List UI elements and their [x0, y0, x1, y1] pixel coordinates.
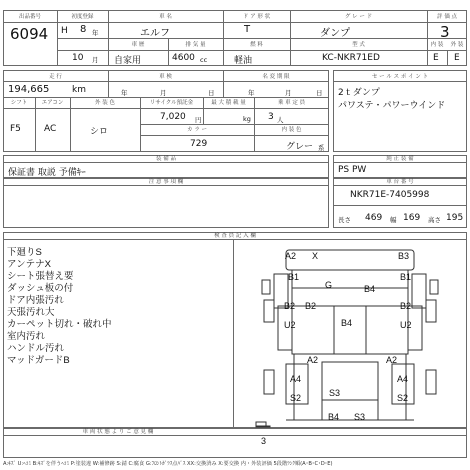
damage-mark: A4: [397, 374, 409, 384]
displacement-label: 排 気 量: [185, 42, 206, 48]
reg-month-unit: 月: [92, 56, 99, 64]
usage-label: 車 歴: [131, 42, 145, 48]
reg-era: H: [61, 26, 68, 36]
inspect-month-unit: 月: [160, 89, 167, 97]
model: KC-NKR71ED: [322, 53, 380, 63]
inspection-note: カーペット切れ・破れ中: [7, 319, 112, 330]
damage-mark: U2: [400, 320, 412, 330]
interior-color-unit: 系: [318, 144, 325, 152]
options-value: PS PW: [338, 165, 367, 175]
damage-mark: S3: [354, 412, 366, 422]
damage-mark: A2: [285, 251, 297, 261]
mileage-unit: km: [72, 85, 86, 95]
sales-points: [333, 70, 467, 152]
width-value: 169: [403, 213, 421, 223]
reg-month-unit: 月: [285, 89, 292, 97]
recycle-unit: 円: [195, 116, 202, 124]
damage-mark: A4: [290, 374, 302, 384]
usage: 自家用: [114, 56, 142, 66]
inspection-note: 室内汚れ: [7, 331, 46, 342]
options-label: 純 正 装 備: [386, 156, 414, 162]
score-label: 評 価 点: [437, 14, 457, 20]
interior-color-label: 内 装 色: [281, 127, 302, 133]
sales-point-1: 2ｔダンプ: [338, 88, 380, 98]
grade: ダンプ: [320, 28, 351, 39]
damage-mark: B2: [305, 301, 317, 311]
grade-label: グ レ ー ド: [344, 14, 373, 20]
damage-mark: U2: [284, 320, 296, 330]
color-code: 729: [190, 139, 208, 149]
mileage: 194,665: [8, 84, 50, 95]
weight-label: 最 大 積 載 量: [211, 100, 246, 106]
legend: A:ｷｽﾞ U:ﾍｺﾐ B:ｷｽﾞを伴うﾍｺﾐ P:塗装違 W:補修跡 S:錆 C:腐食 G:ﾌﾛﾝﾄｶﾞﾗｽ点ﾊﾞｽ XX:交換済み X:要交換 内・外装評価 5段階ﾗﾝｸ順(A･B･C･D･E): [3, 461, 333, 467]
inspect-day-unit: 日: [208, 89, 215, 97]
doors-label: ド ア 形 状: [242, 14, 271, 20]
exterior-score-label: 外 装: [450, 42, 464, 48]
height-label: 高さ: [428, 216, 441, 224]
damage-mark: B4: [328, 412, 340, 422]
fuel: 軽油: [234, 56, 253, 66]
capacity-label: 乗 車 定 員: [277, 100, 306, 106]
inspection-note: ダッシュ板の付: [7, 283, 74, 294]
inspect-year-unit: 年: [121, 89, 128, 97]
fuel-label: 燃 料: [250, 42, 263, 48]
inspection-note: ハンドル汚れ: [7, 343, 65, 354]
interior-score: E: [433, 53, 439, 63]
damage-mark: 3: [261, 436, 267, 446]
inspection-note: 天張汚れ大: [7, 307, 55, 318]
weight-unit: kg: [243, 115, 251, 123]
details-grid: [3, 70, 329, 152]
lot-label: 出品番号: [18, 14, 41, 20]
shift: F5: [10, 124, 21, 134]
damage-mark: G: [325, 280, 333, 290]
score: 3: [440, 23, 450, 41]
reg-no-label: 名 変 期 限: [262, 74, 290, 80]
damage-mark: B4: [341, 318, 353, 328]
color-code-label: カ ラ ー: [187, 127, 207, 133]
inspection-note: ドア内張汚れ: [7, 295, 64, 306]
ac-label: エアコン: [41, 100, 64, 106]
interior-score-label: 内 装: [430, 42, 444, 48]
inspect-label: 車 検: [159, 74, 172, 80]
mileage-label: 走 行: [49, 74, 62, 80]
car-name: エルフ: [140, 28, 170, 39]
sales-points-label: セ ー ル ス ポ イ ン ト: [371, 74, 429, 80]
exterior-score: E: [454, 53, 460, 63]
damage-mark: B2: [284, 301, 296, 311]
interior-color: グレー: [286, 142, 314, 152]
color: シロ: [90, 127, 109, 137]
damage-mark: X: [312, 251, 319, 261]
chassis-number: NKR71E-7405998: [350, 190, 430, 200]
recycle-label: リサイクル預託金: [149, 100, 194, 106]
damage-mark: B1: [400, 272, 412, 282]
car-name-label: 車 名: [159, 14, 172, 20]
capacity: 3: [268, 112, 274, 122]
inspection-note: マッドガードB: [7, 355, 70, 366]
height-value: 195: [446, 213, 464, 223]
equipment-value: 保証書 取説 予備ｷｰ: [8, 168, 86, 178]
displacement-unit: cc: [200, 56, 208, 64]
displacement: 4600: [172, 53, 195, 63]
sales-point-2: パワステ・パワーウインド: [338, 101, 446, 111]
damage-mark: B1: [288, 272, 300, 282]
inspection-note: 下廻りS: [7, 247, 42, 258]
reg-month: 10: [72, 53, 84, 63]
recycle: 7,020: [160, 112, 186, 122]
capacity-unit: 人: [277, 116, 284, 124]
reg-year: 8: [80, 24, 87, 35]
reg-day-unit: 日: [316, 89, 323, 97]
damage-mark: A2: [386, 355, 398, 365]
reg-year-unit: 年: [248, 89, 255, 97]
color-label: 外 装 色: [95, 100, 115, 106]
equipment-label: 装 備 品: [156, 156, 176, 162]
inspection-note: シート張替え要: [7, 271, 74, 282]
truck-diagram: [234, 240, 466, 428]
damage-mark: B2: [400, 301, 412, 311]
shift-label: シフト: [10, 100, 28, 106]
damage-mark: B4: [364, 284, 376, 294]
damage-mark: A2: [307, 355, 319, 365]
reg-year-unit: 年: [92, 29, 99, 37]
lot-number: 6094: [10, 25, 49, 43]
damage-mark: S2: [290, 393, 302, 403]
damage-mark: S2: [397, 393, 409, 403]
doors: T: [244, 24, 251, 35]
notes-label: 注 意 事 項 欄: [148, 179, 184, 185]
ac: AC: [44, 124, 57, 134]
damage-mark: B3: [398, 251, 410, 261]
comments-label: 車 両 状 態 よ り ご 意 見 欄: [82, 429, 154, 435]
chassis-label: 車 台 番 号: [386, 179, 414, 185]
length-label: 長さ: [338, 216, 351, 224]
inspection-label: 検 査 員 記 入 欄: [214, 233, 256, 239]
width-label: 幅: [390, 216, 397, 224]
inspection-note: アンテナX: [7, 259, 51, 270]
reg-label: 初度登録: [71, 14, 94, 20]
model-label: 型 式: [352, 42, 365, 48]
damage-mark: S3: [329, 388, 341, 398]
length-value: 469: [365, 213, 383, 223]
